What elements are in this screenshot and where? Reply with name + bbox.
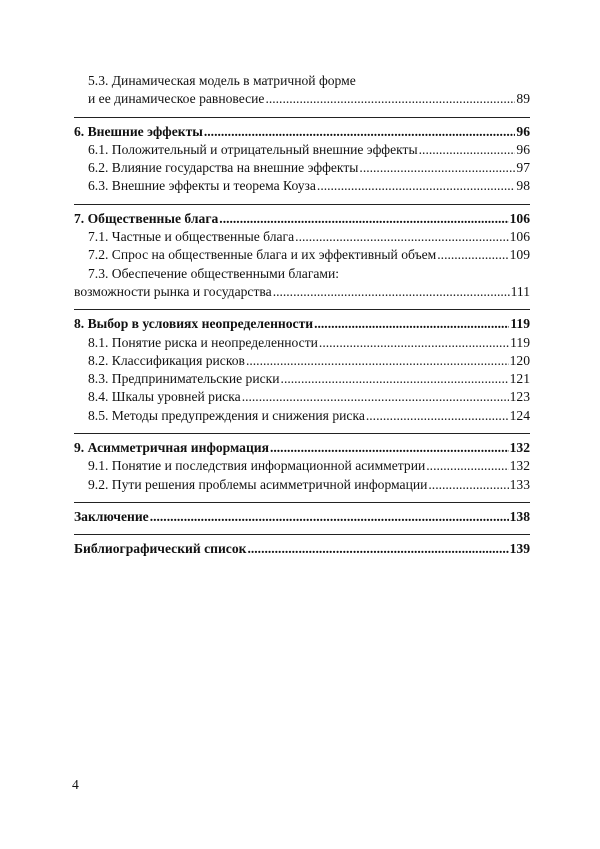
section-divider (74, 433, 530, 434)
section-divider (74, 534, 530, 535)
toc-group-conclusion (74, 508, 530, 526)
toc-entry (74, 177, 530, 195)
toc-entry-page: 124 (509, 407, 530, 423)
toc-entry-title: 6.3. Внешние эффекты и теорема Коуза (88, 178, 316, 194)
toc-chapter-page: 138 (509, 508, 530, 524)
toc-group-bibliography (74, 540, 530, 558)
toc-entry-title: и ее динамическое равновесие (88, 91, 265, 107)
section-divider (74, 502, 530, 503)
toc-leader-dots (265, 90, 515, 108)
toc-leader-dots (273, 283, 510, 301)
toc-entry-title: 7.3. Обеспечение общественными благами: (88, 265, 340, 281)
toc-chapter-title: 8. Выбор в условиях неопределенности (74, 316, 314, 332)
toc-entry (74, 265, 530, 283)
toc-entry-title: 9.1. Понятие и последствия информационной асимметрии (88, 458, 426, 474)
toc-leader-dots (219, 210, 508, 228)
toc-group-6 (74, 123, 530, 196)
toc-chapter-title: Заключение (74, 508, 149, 524)
toc-entry (74, 388, 530, 406)
toc-entry (74, 141, 530, 159)
toc-entry-page: 121 (509, 371, 530, 387)
toc-entry (74, 334, 530, 352)
toc-chapter (74, 439, 530, 457)
toc-entry (74, 159, 530, 177)
toc-leader-dots (314, 315, 509, 333)
toc-chapter-page: 132 (509, 440, 530, 456)
toc-chapter-page: 119 (510, 316, 530, 332)
toc-entry-title: 8.5. Методы предупреждения и снижения риска (88, 407, 365, 423)
toc-leader-dots (437, 246, 508, 264)
toc-entry-page: 89 (516, 91, 530, 107)
toc-leader-dots (419, 141, 516, 159)
toc-leader-dots (242, 388, 509, 406)
toc-leader-dots (247, 540, 508, 558)
toc-entry (74, 246, 530, 264)
toc-group-5 (74, 72, 530, 109)
toc-entry-page: 97 (516, 160, 530, 176)
toc-chapter (74, 210, 530, 228)
toc-chapter (74, 123, 530, 141)
section-divider (74, 204, 530, 205)
toc-chapter (74, 540, 530, 558)
toc-entry-page: 98 (516, 178, 530, 194)
toc-entry-title: возможности рынка и государства (74, 283, 272, 299)
toc-entry (74, 283, 530, 301)
toc-chapter-title: 7. Общественные блага (74, 210, 219, 226)
toc-entry (74, 370, 530, 388)
toc-leader-dots (317, 177, 515, 195)
toc-entry (74, 90, 530, 108)
toc-entry (74, 407, 530, 425)
toc-leader-dots (319, 334, 509, 352)
toc-entry-title: 8.4. Шкалы уровней риска (88, 389, 241, 405)
page-number: 4 (72, 777, 79, 792)
toc-entry (74, 352, 530, 370)
toc-leader-dots (281, 370, 509, 388)
toc-entry-title: 8.2. Классификация рисков (88, 352, 245, 368)
toc-chapter-title: 9. Асимметричная информация (74, 440, 269, 456)
toc-leader-dots (426, 457, 508, 475)
toc-leader-dots (366, 407, 509, 425)
toc-group-7 (74, 210, 530, 301)
toc-entry-page: 96 (516, 141, 530, 157)
toc-chapter-page: 96 (516, 123, 530, 139)
toc-entry-page: 106 (509, 229, 530, 245)
toc-entry (74, 228, 530, 246)
table-of-contents (74, 72, 530, 559)
toc-chapter-page: 106 (509, 210, 530, 226)
toc-entry (74, 72, 530, 90)
toc-leader-dots (295, 228, 508, 246)
toc-leader-dots (428, 476, 508, 494)
toc-leader-dots (270, 439, 509, 457)
toc-leader-dots (359, 159, 515, 177)
toc-entry-title: 6.2. Влияние государства на внешние эффекты (88, 160, 359, 176)
toc-entry-title: 5.3. Динамическая модель в матричной форме (88, 73, 356, 88)
toc-entry (74, 476, 530, 494)
toc-entry-page: 111 (510, 283, 530, 299)
toc-entry-page: 133 (509, 476, 530, 492)
toc-entry-page: 119 (510, 334, 530, 350)
section-divider (74, 309, 530, 310)
toc-group-8 (74, 315, 530, 425)
toc-chapter-page: 139 (509, 541, 530, 557)
toc-chapter-title: 6. Внешние эффекты (74, 123, 203, 139)
toc-entry-title: 9.2. Пути решения проблемы асимметричной информации (88, 476, 428, 492)
toc-entry-page: 109 (509, 247, 530, 263)
toc-leader-dots (204, 123, 516, 141)
section-divider (74, 117, 530, 118)
toc-chapter (74, 315, 530, 333)
toc-entry-title: 7.2. Спрос на общественные блага и их эффективный объем (88, 247, 437, 263)
toc-entry-title: 7.1. Частные и общественные блага (88, 229, 295, 245)
toc-entry-page: 123 (509, 389, 530, 405)
toc-group-9 (74, 439, 530, 494)
toc-leader-dots (246, 352, 509, 370)
toc-entry-page: 132 (509, 458, 530, 474)
toc-chapter (74, 508, 530, 526)
toc-entry-title: 6.1. Положительный и отрицательный внешние эффекты (88, 141, 418, 157)
toc-entry-title: 8.1. Понятие риска и неопределенности (88, 334, 318, 350)
toc-entry-title: 8.3. Предпринимательские риски (88, 371, 280, 387)
toc-chapter-title: Библиографический список (74, 541, 247, 557)
toc-leader-dots (150, 508, 509, 526)
toc-entry-page: 120 (509, 352, 530, 368)
toc-entry (74, 457, 530, 475)
